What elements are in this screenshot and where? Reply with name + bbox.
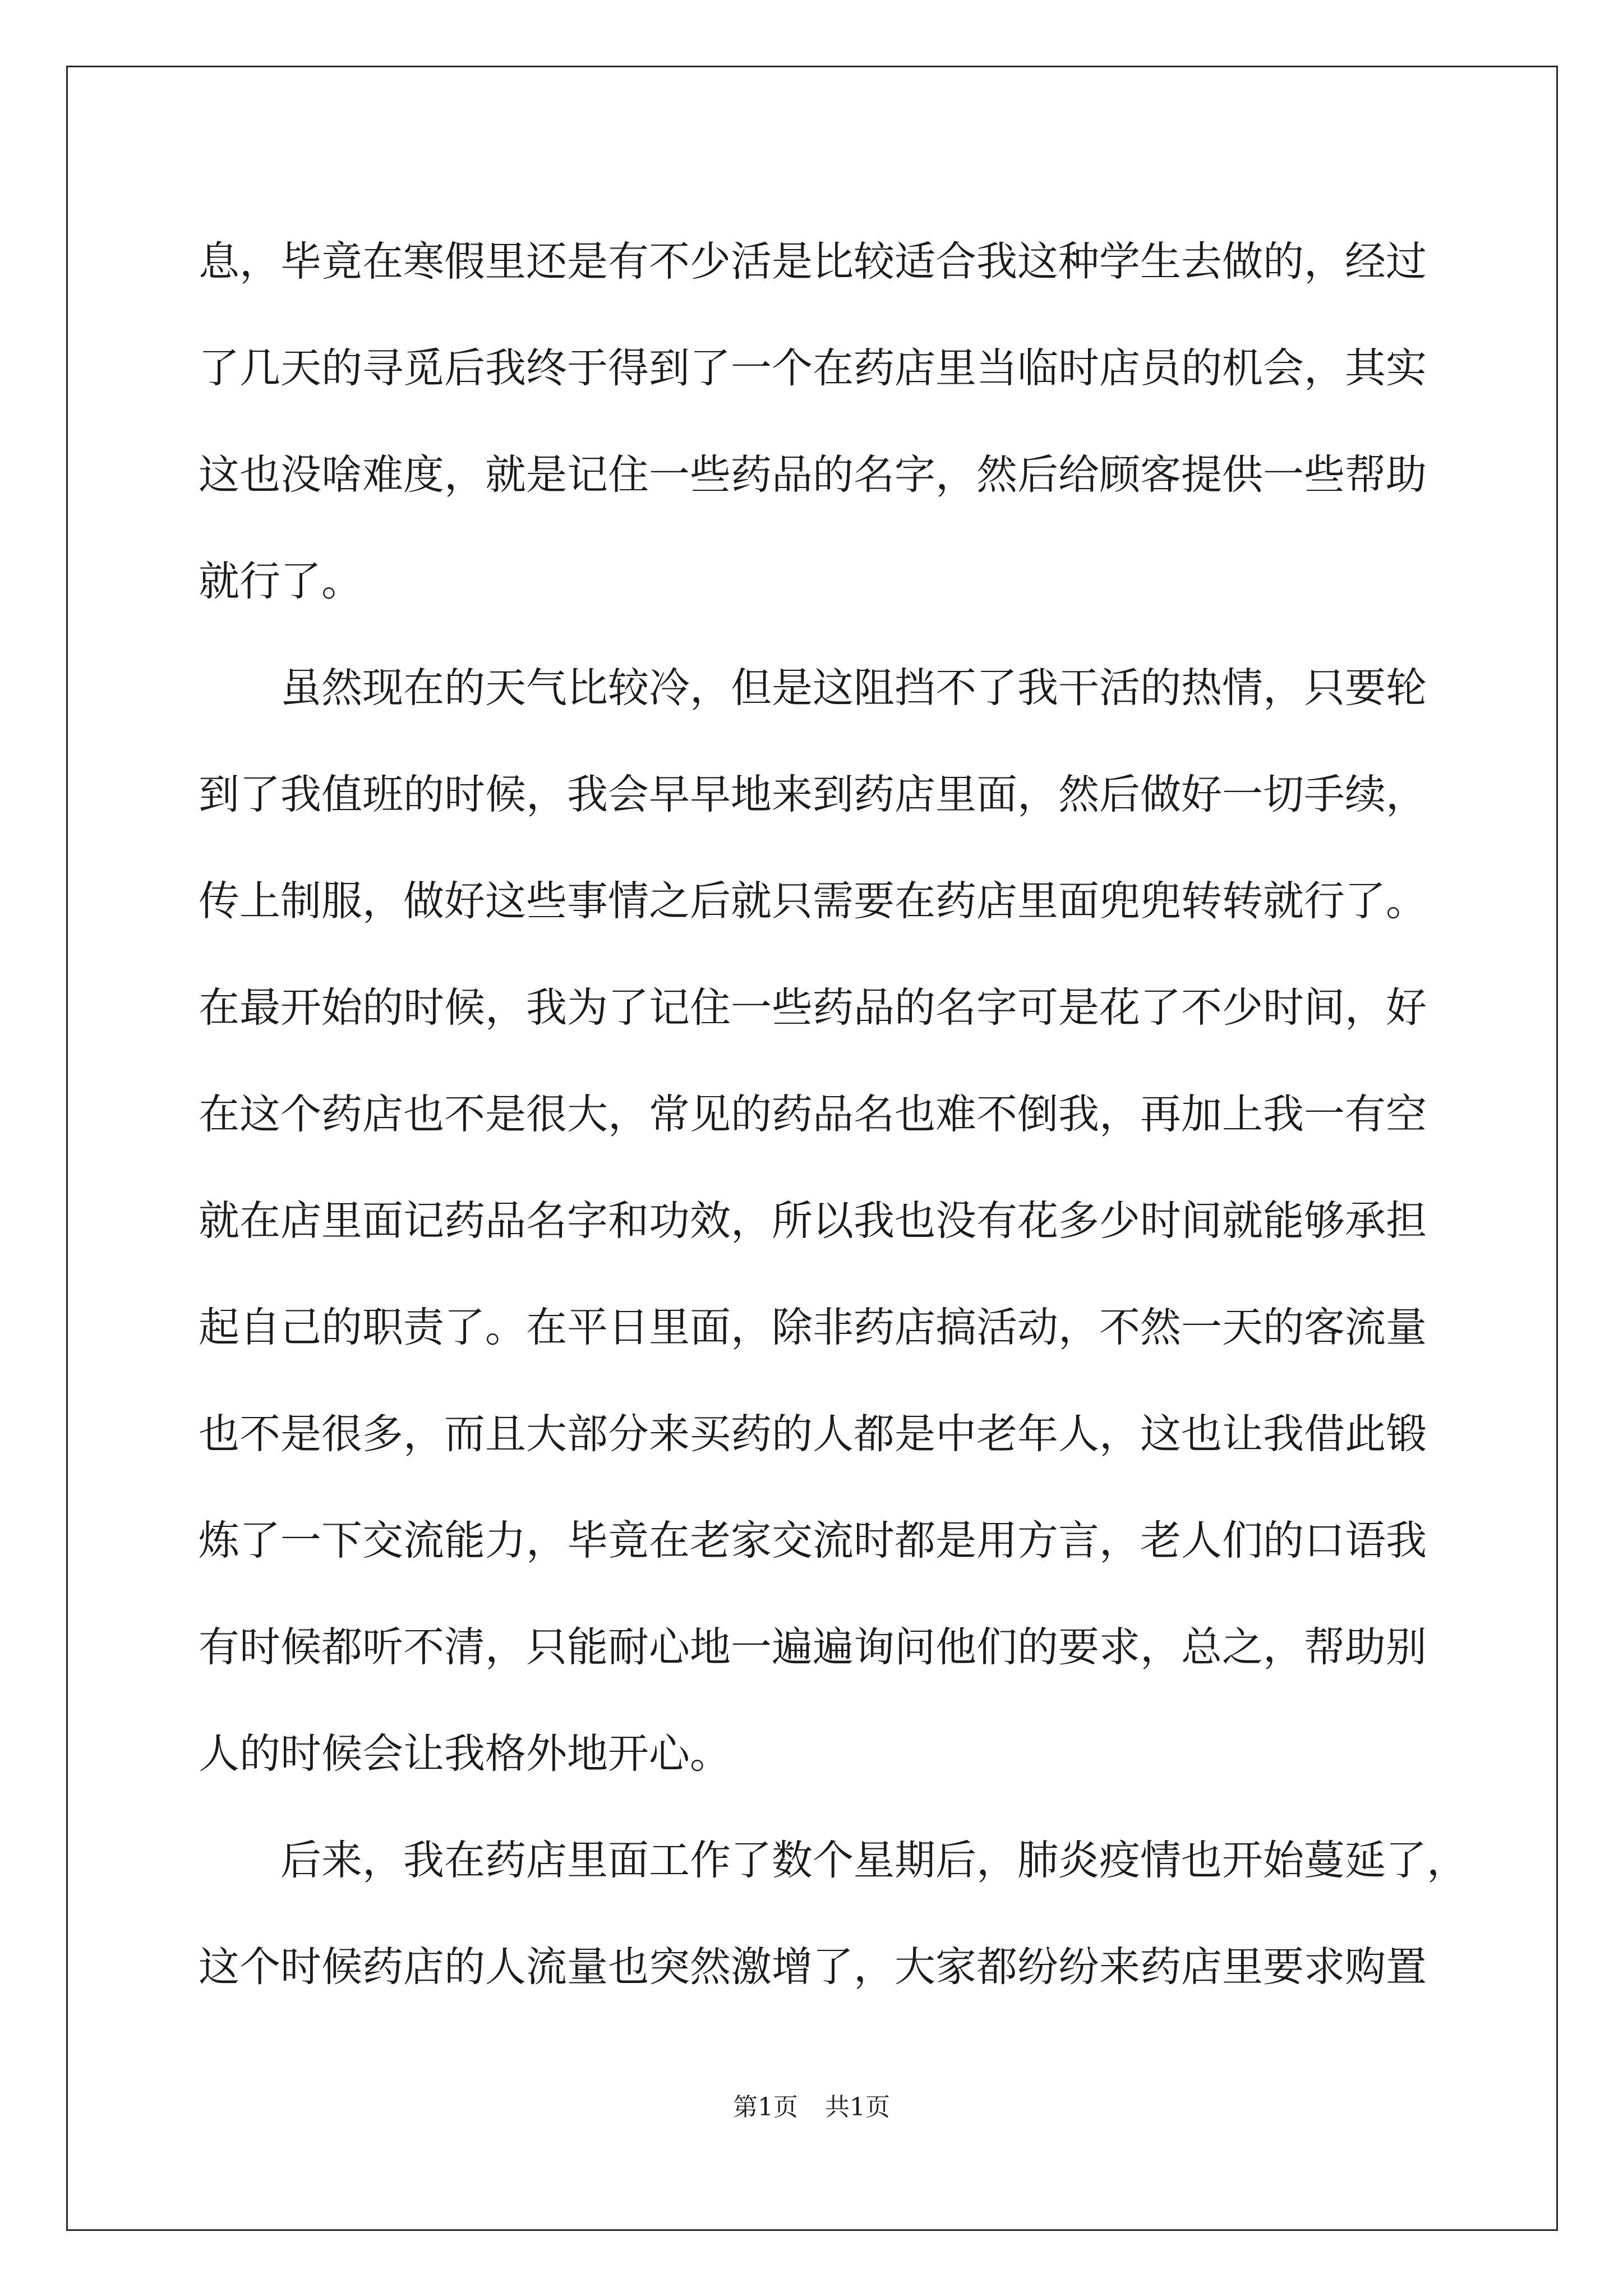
- paragraph-first-line: 后来，我在药店里面工作了数个星期后，肺炎疫情也开始蔓延了，: [280, 1837, 1468, 1884]
- text-line: 息，毕竟在寒假里还是有不少活是比较适合我这种学生去做的，经过: [199, 238, 1427, 286]
- text-line: 也不是很多，而且大部分来买药的人都是中老年人，这也让我借此锻: [199, 1410, 1427, 1458]
- document-body: [199, 209, 1468, 2021]
- text-line: 有时候都听不清，只能耐心地一遍遍询问他们的要求，总之，帮助别: [199, 1623, 1427, 1671]
- text-line: 炼了一下交流能力，毕竟在老家交流时都是用方言，老人们的口语我: [199, 1517, 1427, 1565]
- text-line: 这个时候药店的人流量也突然激增了，大家都纷纷来药店里要求购置: [199, 1943, 1427, 1991]
- text-line: 在最开始的时候，我为了记住一些药品的名字可是花了不少时间，好: [199, 984, 1427, 1032]
- page-footer: [0, 2087, 1623, 2123]
- text-line: 在这个药店也不是很大，常见的药品名也难不倒我，再加上我一有空: [199, 1091, 1427, 1138]
- text-line: 就在店里面记药品名字和功效，所以我也没有花多少时间就能够承担: [199, 1197, 1427, 1245]
- text-line: 到了我值班的时候，我会早早地来到药店里面，然后做好一切手续，: [199, 771, 1427, 818]
- page-total: 共1页: [825, 2093, 890, 2122]
- paragraph-first-line: 虽然现在的天气比较冷，但是这阻挡不了我干活的热情，只要轮: [280, 664, 1427, 712]
- text-line: 这也没啥难度，就是记住一些药品的名字，然后给顾客提供一些帮助: [199, 451, 1427, 499]
- text-line: 传上制服，做好这些事情之后就只需要在药店里面兜兜转转就行了。: [199, 877, 1427, 925]
- text-line: 起自己的职责了。在平日里面，除非药店搞活动，不然一天的客流量: [199, 1304, 1427, 1351]
- page-number: 第1页: [733, 2093, 798, 2122]
- text-line: 就行了。: [199, 558, 362, 605]
- text-line: 了几天的寻觅后我终于得到了一个在药店里当临时店员的机会，其实: [199, 344, 1427, 392]
- text-line: 人的时候会让我格外地开心。: [199, 1730, 731, 1778]
